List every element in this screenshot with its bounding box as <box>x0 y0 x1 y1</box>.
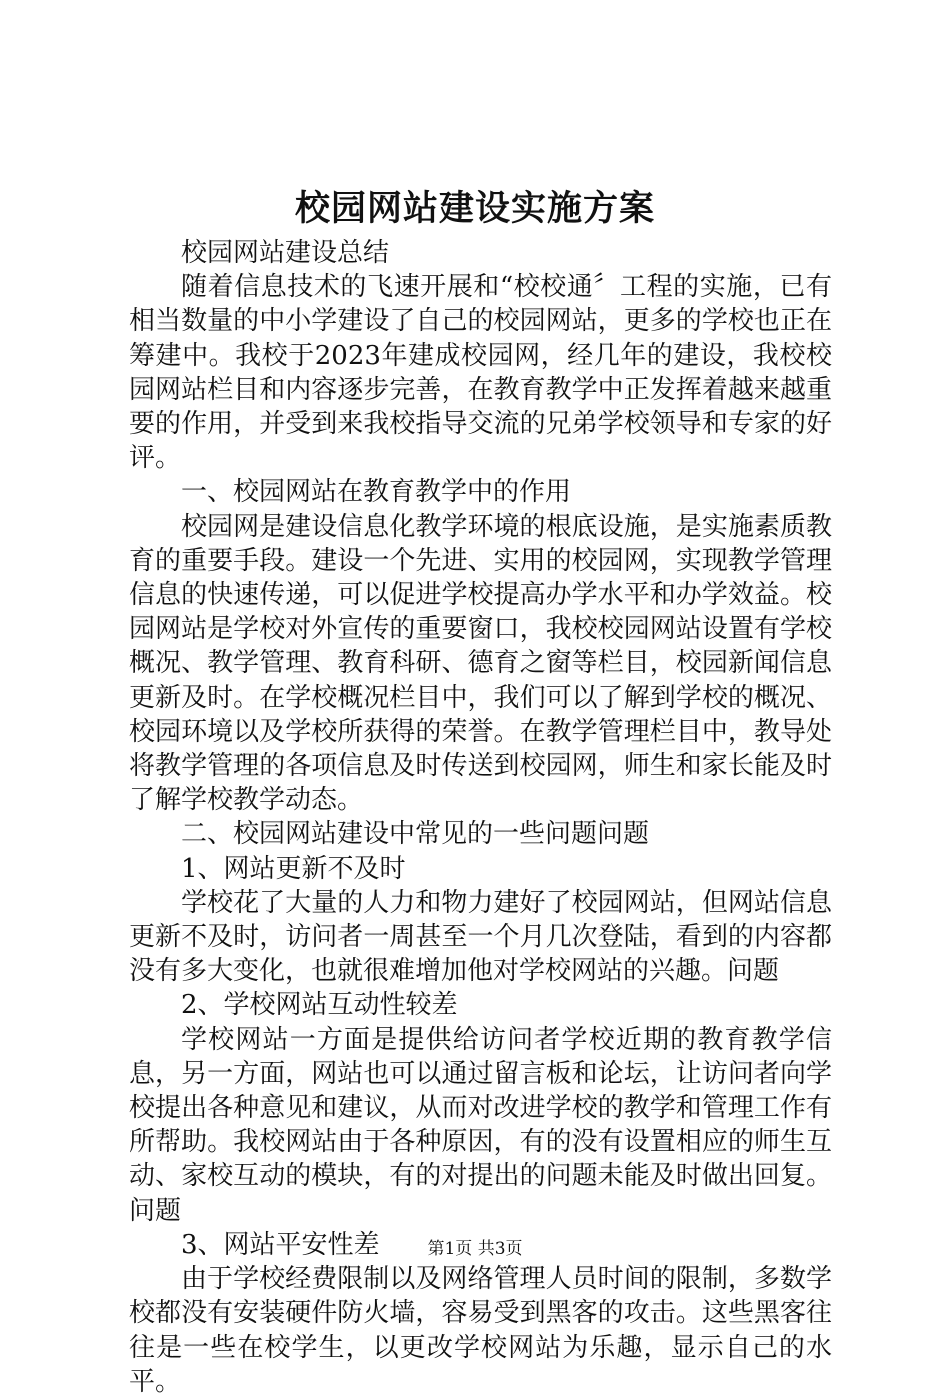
paragraph-problem-3: 由于学校经费限制以及网络管理人员时间的限制，多数学校都没有安装硬件防火墙，容易受到黑客的攻击。这些黑客往往是一些在校学生，以更改学校网站为乐趣，显示自己的水平。 <box>129 1264 832 1397</box>
paragraph-section-1: 校园网是建设信息化教学环境的根底设施，是实施素质教育的重要手段。建设一个先进、实用的校园网，实现教学管理信息的快速传递，可以促进学校提高办学水平和办学效益。校园网站是学校对外宣传的重要窗口，我校校园网站设置有学校概况、教学管理、教育科研、德育之窗等栏目，校园新闻信息更新及时。在学校概况栏目中，我们可以了解到学校的概况、校园环境以及学校所获得的荣誉。在教学管理栏目中，教导处将教学管理的各项信息及时传送到校园网，师生和家长能及时了解学校教学动态。 <box>129 511 832 816</box>
document-body <box>129 236 832 1399</box>
page-number-footer: 第1页 共3页 <box>427 1239 523 1259</box>
section-heading-2: 二、校园网站建设中常见的一些问题问题 <box>181 819 650 850</box>
subheading-1: 1、网站更新不及时 <box>181 853 406 884</box>
section-heading-1: 一、校园网站在教育教学中的作用 <box>181 477 572 508</box>
paragraph-summary-heading: 校园网站建设总结 <box>181 238 390 268</box>
paragraph-intro: 随着信息技术的飞速开展和“校校通〞工程的实施，已有相当数量的中小学建设了自己的校园网站，更多的学校也正在筹建中。我校于2023年建成校园网，经几年的建设，我校校园网站栏目和内容逐步完善，在教育教学中正发挥着越来越重要的作用，并受到来我校指导交流的兄弟学校领导和专家的好评。 <box>129 272 832 474</box>
paragraph-problem-1: 学校花了大量的人力和物力建好了校园网站，但网站信息更新不及时，访问者一周甚至一个月几次登陆，看到的内容都没有多大变化，也就很难增加他对学校网站的兴趣。问题 <box>129 887 832 987</box>
subheading-3: 3、网站平安性差 <box>181 1229 380 1260</box>
document-title: 校园网站建设实施方案 <box>294 188 655 229</box>
paragraph-problem-2: 学校网站一方面是提供给访问者学校近期的教育教学信息，另一方面，网站也可以通过留言板和论坛，让访问者向学校提出各种意见和建议，从而对改进学校的教学和管理工作有所帮助。我校网站由于各种原因，有的没有设置相应的师生互动、家校互动的模块，有的对提出的问题未能及时做出回复。问题 <box>129 1024 832 1226</box>
subheading-2: 2、学校网站互动性较差 <box>181 990 458 1021</box>
